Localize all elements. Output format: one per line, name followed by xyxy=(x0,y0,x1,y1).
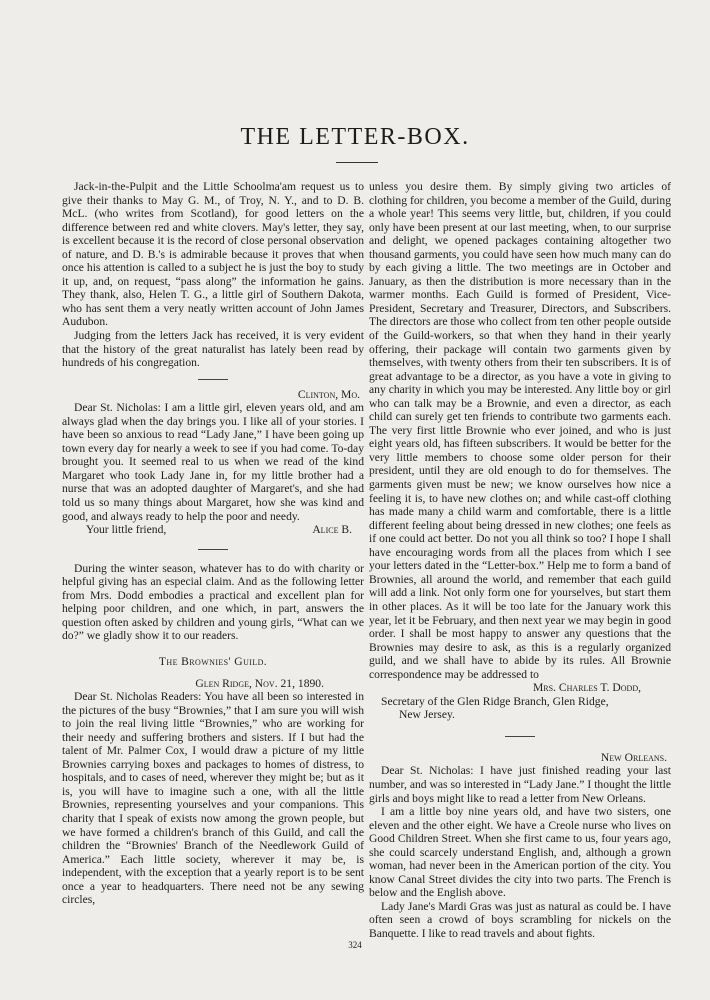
letter-signature: Alice B. xyxy=(312,523,352,537)
new-orleans-letter-p2: I am a little boy nine years old, and have two sisters, one eleven and the other eight. We have a Creole nurse who lives on Good Children Street. When she first came to us, four years ago, she could scarcely understand English, and, although a grown woman, had never been in the American portion of the city. You know Canal Street divides the city into two parts. The French is below and the English above. xyxy=(369,805,671,900)
page-title: THE LETTER-BOX. xyxy=(240,124,470,150)
new-orleans-letter-p3: Lady Jane's Mardi Gras was just as natural as could be. I have often seen a crowd of boys scrambling for nickels on the Banquette. I like to read travels and about fights. xyxy=(369,899,671,940)
new-orleans-letter-p1: Dear St. Nicholas: I have just finished reading your last number, and was so interested in “Lady Jane.” I thought the little girls and boys might like to read a letter from New Orleans. xyxy=(369,764,671,805)
guild-letter: Dear St. Nicholas Readers: You have all been so interested in the pictures of the busy “Brownies,” that I am sure you will wish to join the real living little “Brownies,” who are working for their needy and suffering brothers and sisters. If I but had the talent of Mr. Palmer Cox, I would draw a picture of my little Brownies carrying boxes and packages to homes of distress, to hospitals, and to cases of need, wherever they might be; but as it is, you will have to imagine such a one, with all the little Brownies, representing yourselves and your companions. This charity that I speak of exists now among the grown people, but we have formed a children's branch of this Guild, and call the children the “Brownies' Branch of the Needlework Guild of America.” Each little society, wherever it may be, is independent, with the exception that a yearly report is to be sent once a year to headquarters. There need not be any sewing circles, xyxy=(62,690,364,907)
letter-signoff xyxy=(62,523,364,537)
guild-address-line2: New Jersey. xyxy=(399,708,455,722)
left-column xyxy=(62,180,364,907)
section-divider xyxy=(198,549,228,550)
title-rule xyxy=(336,162,378,163)
page-number: 324 xyxy=(348,940,362,950)
charity-paragraph: During the winter season, whatever has to do with charity or helpful giving has an especial claim. And as the following letter from Mrs. Dodd embodies a practical and excellent plan for helping poor children, and one which, in part, answers the question often asked by children and young girls, “What can we do?” we gladly show it to our readers. xyxy=(62,561,364,643)
guild-letter-continued: unless you desire them. By simply giving two articles of clothing for children, you become a member of the Guild, during a whole year! This seems very little, but, children, if you could only have been present at our last meeting, when, to our surprise and delight, we opened packages containing altogether two thousand garments, you could have seen how much many can do by each giving a little. The two meetings are in October and January, as then the distribution is more necessary than in the warmer months. Each Guild is formed of President, Vice-President, Secretary and Treasurer, Directors, and Subscribers. The directors are those who collect from ten other people outside of the Guild-workers, so that when they hand in their yearly offering, their package will contain two garments given by themselves, with twenty others from their ten subscribers. It is of great advantage to be a director, as you have a vote in giving to any charity in which you may be interested. Any little boy or girl who can talk may be a Brownie, and even a director, as each child can surely get ten friends to contribute two garments each. The very first little Brownie who ever joined, and who is just eight years old, has fifteen subscribers. It would be better for the very little members to choose some older person for their president, until they are old enough to do for themselves. The garments given must be new; we know ourselves how nice a feeling it is, to have new clothes on; and while cast-off clothing has made many a child warm and comfortable, there is a little different feeling about being dressed in new clothes; one feels as if one could act better. Do not you all think so too? I hope I shall have encouraging words from all the places from which I see your letters dated in the “Letter-box.” Help me to form a band of Brownies, all around the world, and remember that each guild will add a link. Not only form one for yourselves, but start them in other places. As it will be too late for the January work this year, let it be February, and then next year we may begin in good order. I shall be most happy to answer any questions that the Brownies may desire to ask, as this is a regularly organized guild, and we shall have to abide by its rules. All Brownie correspondence may be addressed to xyxy=(369,180,671,681)
clinton-letter: Dear St. Nicholas: I am a little girl, eleven years old, and am always glad when the day brings you. I like all of your stories. I have been so anxious to read “Lady Jane,” I have been going up town every day for nearly a week to see if you had come. To-day brought you. It seemed real to us when we read of the kind Margaret who took Lady Jane in, for my little brother had a nurse that was an adopted daughter of Margaret's, and she had told us so many things about Margaret, how she was kind and good, and always ready to help the poor and needy. xyxy=(62,401,364,523)
intro-paragraph: Jack-in-the-Pulpit and the Little Schoolma'am request us to give their thanks to May G. M., of Troy, N. Y., and to D. B. McL. (who writes from Scotland), for good letters on the difference between red and white clovers. May's letter, they say, is excellent because it is the record of close personal observation of nature, and D. B.'s is admirable because it proves that when once his attention is called to a subject he is just the boy to study it up, and, on request, “pass along” the information he gains. They thank, also, Helen T. G., a little girl of Southern Dakota, who has sent them a very neatly written account of John James Audubon. xyxy=(62,180,364,329)
guild-address-line1: Secretary of the Glen Ridge Branch, Glen Ridge, xyxy=(381,694,609,708)
letter-closing: Your little friend, xyxy=(86,523,167,537)
guild-signature: Mrs. Charles T. Dodd, xyxy=(532,681,641,695)
right-column xyxy=(369,180,671,941)
guild-heading: The Brownies' Guild. xyxy=(158,654,268,668)
section-divider xyxy=(505,736,535,737)
letter-dateline: Clinton, Mo. xyxy=(297,387,360,401)
new-orleans-dateline: New Orleans. xyxy=(600,750,667,764)
audubon-paragraph: Judging from the letters Jack has received, it is very evident that the history of the great naturalist has lately been read by hundreds of his congregation. xyxy=(62,329,364,370)
section-divider xyxy=(198,379,228,380)
guild-dateline: Glen Ridge, Nov. 21, 1890. xyxy=(195,676,324,690)
